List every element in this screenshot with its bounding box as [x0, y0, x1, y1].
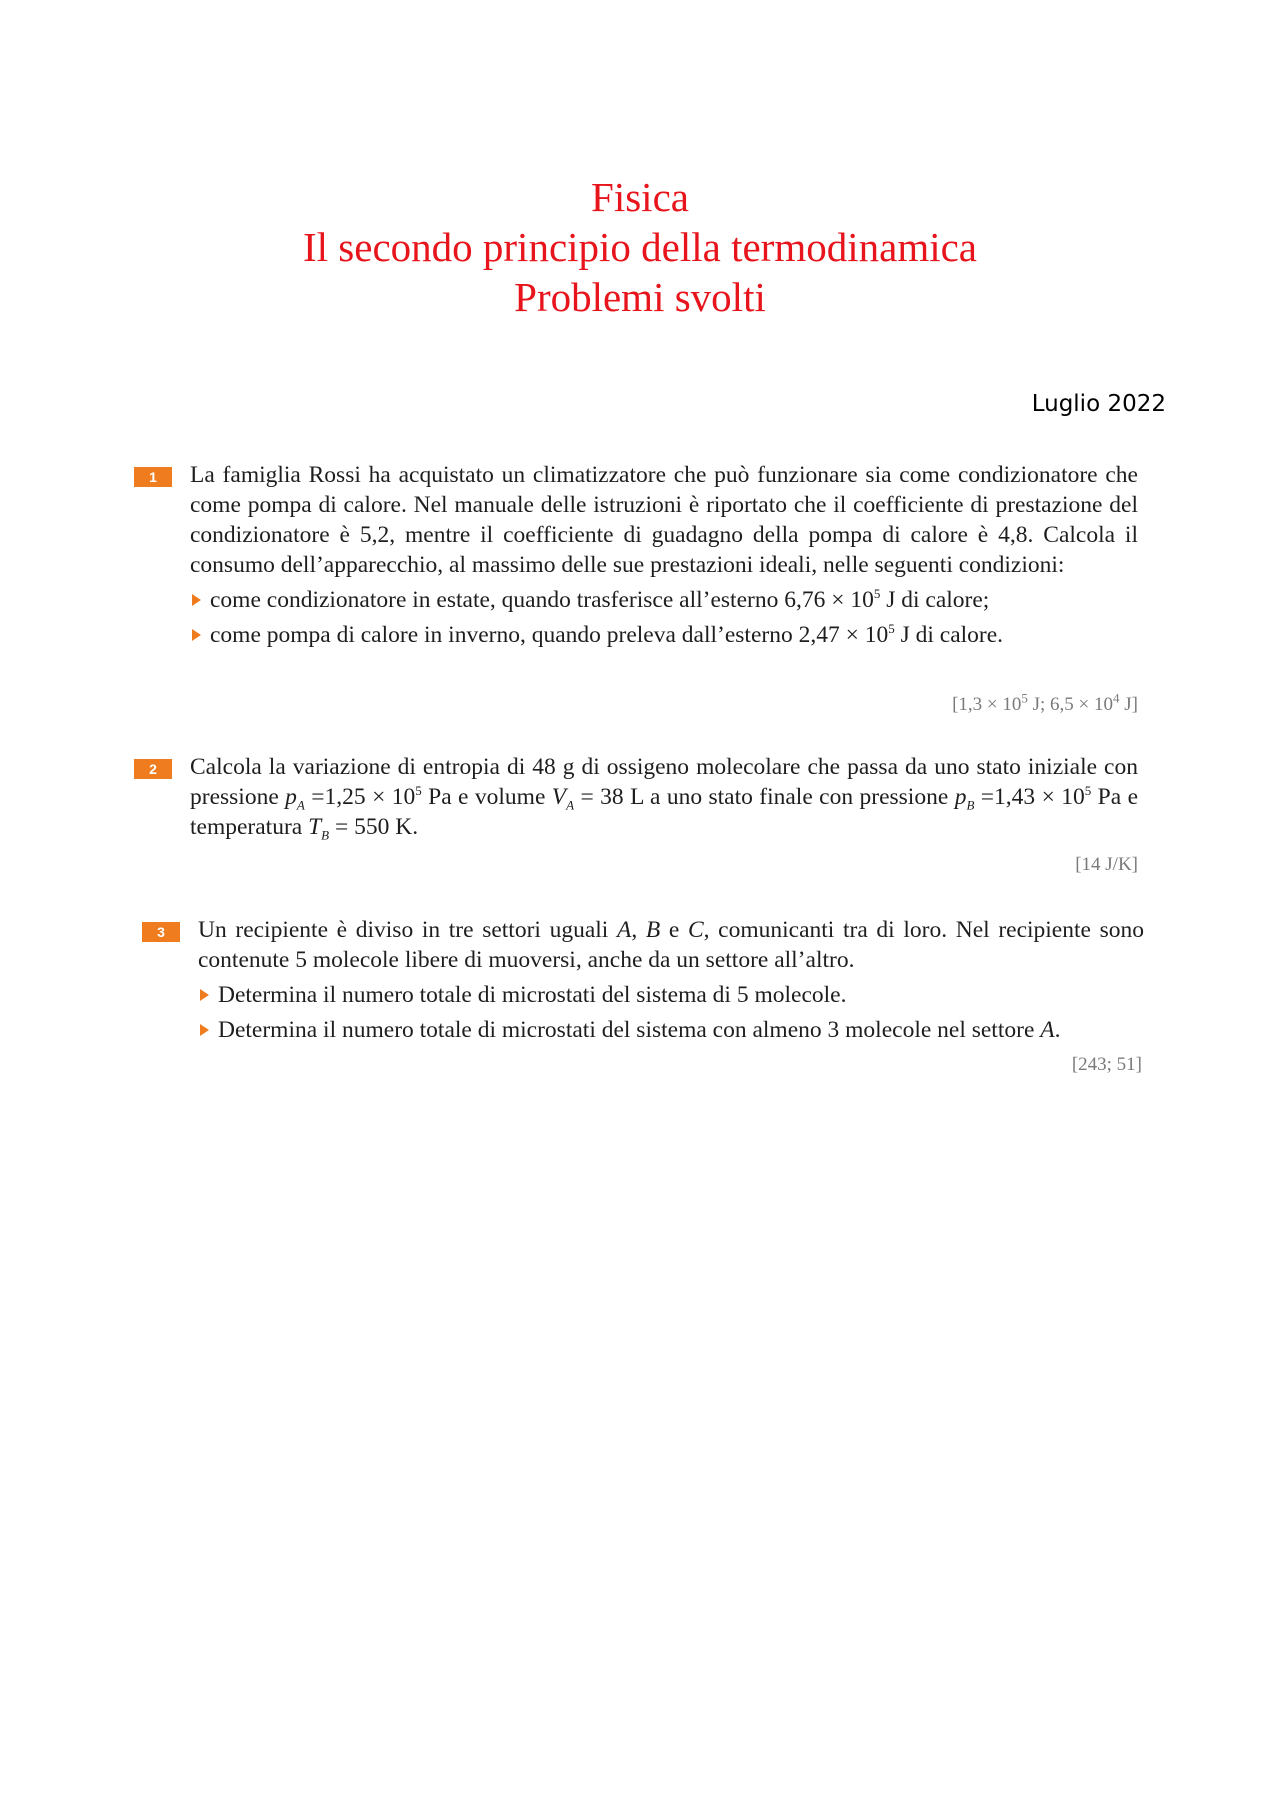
bullet-arrow-icon: [192, 629, 201, 641]
problem-answer: [243; 51]: [1071, 1054, 1142, 1075]
problem-2: [0, 752, 1280, 882]
problem-number-badge: 1: [134, 467, 172, 487]
bullet-arrow-icon: [200, 1024, 209, 1036]
problem-body: [190, 752, 1138, 842]
title-subtitle: Problemi svolti: [514, 274, 766, 320]
problem-number-badge: 2: [134, 759, 172, 779]
problem-number-badge: 3: [142, 922, 180, 942]
problem-questions: [190, 585, 1138, 650]
problem-statement: Un recipiente è diviso in tre settori uguali A, B e C, comunicanti tra di loro. Nel recipiente sono contenute 5 molecole libere di muoversi, anche da un settore all’altro.: [198, 917, 1144, 973]
problem-answer: [$1,3 \times 10^5$ J; $6,5 \times 10^4$ J]: [952, 690, 1138, 715]
problem-body: [190, 460, 1138, 650]
document-date: Luglio 2022: [1031, 391, 1166, 417]
question-item: Determina il numero totale di microstati del sistema con almeno 3 molecole nel settore A.: [198, 1015, 1144, 1045]
problem-answer: [14 J/K]: [1075, 854, 1138, 875]
question-item: come condizionatore in estate, quando trasferisce all’esterno $6,76 \times 10^5$ J di calore;: [190, 585, 1138, 615]
bullet-arrow-icon: [200, 989, 209, 1001]
problem-body: [198, 915, 1144, 1045]
title-topic: Il secondo principio della termodinamica: [303, 224, 977, 270]
problem-statement: Calcola la variazione di entropia di 48 g di ossigeno molecolare che passa da uno stato iniziale con pressione $p_A =1,25 \times 10^5$ Pa e volume $V_A = 38$ L a uno stato finale con pressione $p_B =1,43 \times 10^5$ Pa e temperatura $T_B = 550$ K.: [190, 754, 1138, 843]
problem-statement: La famiglia Rossi ha acquistato un climatizzatore che può funzionare sia come condizionatore che come pompa di calore. Nel manuale delle istruzioni è riportato che il coefficiente di prestazione del condizionatore è 5,2, mentre il coefficiente di guadagno della pompa di calore è 4,8. Calcola il consumo dell’apparecchio, al massimo delle sue prestazioni ideali, nelle seguenti condizioni:: [190, 462, 1138, 578]
title-subject: Fisica: [591, 174, 689, 220]
problem-3: [0, 915, 1280, 1085]
question-item: Determina il numero totale di microstati del sistema di 5 molecole.: [198, 980, 1144, 1010]
problem-1: [0, 460, 1280, 720]
bullet-arrow-icon: [192, 594, 201, 606]
problem-questions: [198, 980, 1144, 1045]
question-item: come pompa di calore in inverno, quando preleva dall’esterno $2,47 \times 10^5$ J di calore.: [190, 620, 1138, 650]
page-title: [0, 172, 1280, 322]
